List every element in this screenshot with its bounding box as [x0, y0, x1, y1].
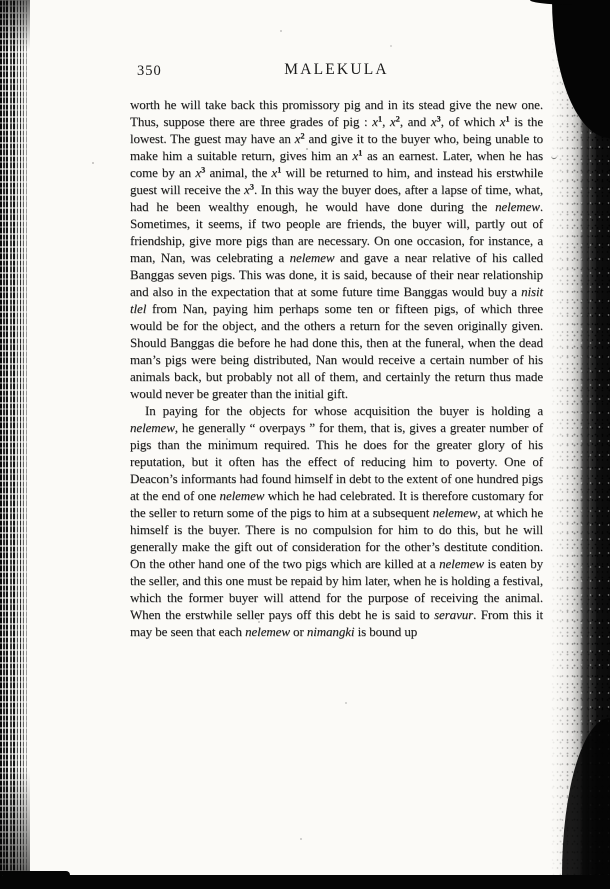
body-text [130, 96, 543, 640]
paragraph: In paying for the objects for whose acquisition the buyer is holding a nelemew, he generally “ overpays ” for them, that is, gives a greater number of pigs than the minimum required. This he does for the greater glory of his reputation, but it often has the effect of reducing him to poverty. One of Deacon’s informants had found himself in debt to the extent of one hundred pigs at the end of one nelemew which he had celebrated. It is therefore customary for the seller to return some of the pigs to him at a subsequent nelemew, at which he himself is the buyer. There is no compulsion for him to do this, but he will generally make the gift out of consideration for the other’s destitute condition. On the other hand one of the two pigs which are killed at a nelemew is eaten by the seller, and this one must be repaid by him later, when he is holding a festival, which the former buyer will attend for the purpose of receiving the animal. When the erstwhile seller pays off this debt he is said to seravur. From this it may be seen that each nelemew or nimangki is bound up [130, 403, 543, 639]
page-number: 350 [137, 63, 162, 79]
page-header [130, 61, 543, 80]
running-title: MALEKULA [284, 61, 389, 78]
book-gutter-edge [0, 0, 30, 876]
text-column [130, 61, 543, 640]
scan-bottom-edge [0, 875, 610, 889]
paragraph: worth he will take back this promissory pig and in its stead give the new one. Thus, suppose there are three grades of pig : $x^1$, $x^2$, and $x^3$, of which $x^1$ is the lowest. The guest may have an $x^2$ and give it to the buyer who, being unable to make him a suitable return, gives him an $x^1$ as an earnest. Later, when he has come by an $x^3$ animal, the $x^1$ will be returned to him, and instead his erstwhile guest will receive the $x^3$. In this way the buyer does, after a lapse of time, what, had he been wealthy enough, he would have done during the nelemew. Sometimes, it seems, if two people are friends, the buyer will, partly out of friendship, give more pigs than are necessary. On one occasion, for instance, a man, Nan, was celebrating a nelemew and gave a near relative of his called Banggas seven pigs. This was done, it is said, because of their near relationship and also in the expectation that at some future time Banggas would buy a nisit tlel from Nan, paying him perhaps some ten or fifteen pigs, of which three would be for the object, and the others a return for the seven originally given. Should Banggas die before he had done this, then at the funeral, when the dead man’s pigs were being distributed, Nan would receive a certain number of his animals back, but probably not all of them, and certainly the return thus made would never be greater than the initial gift. [130, 97, 544, 401]
